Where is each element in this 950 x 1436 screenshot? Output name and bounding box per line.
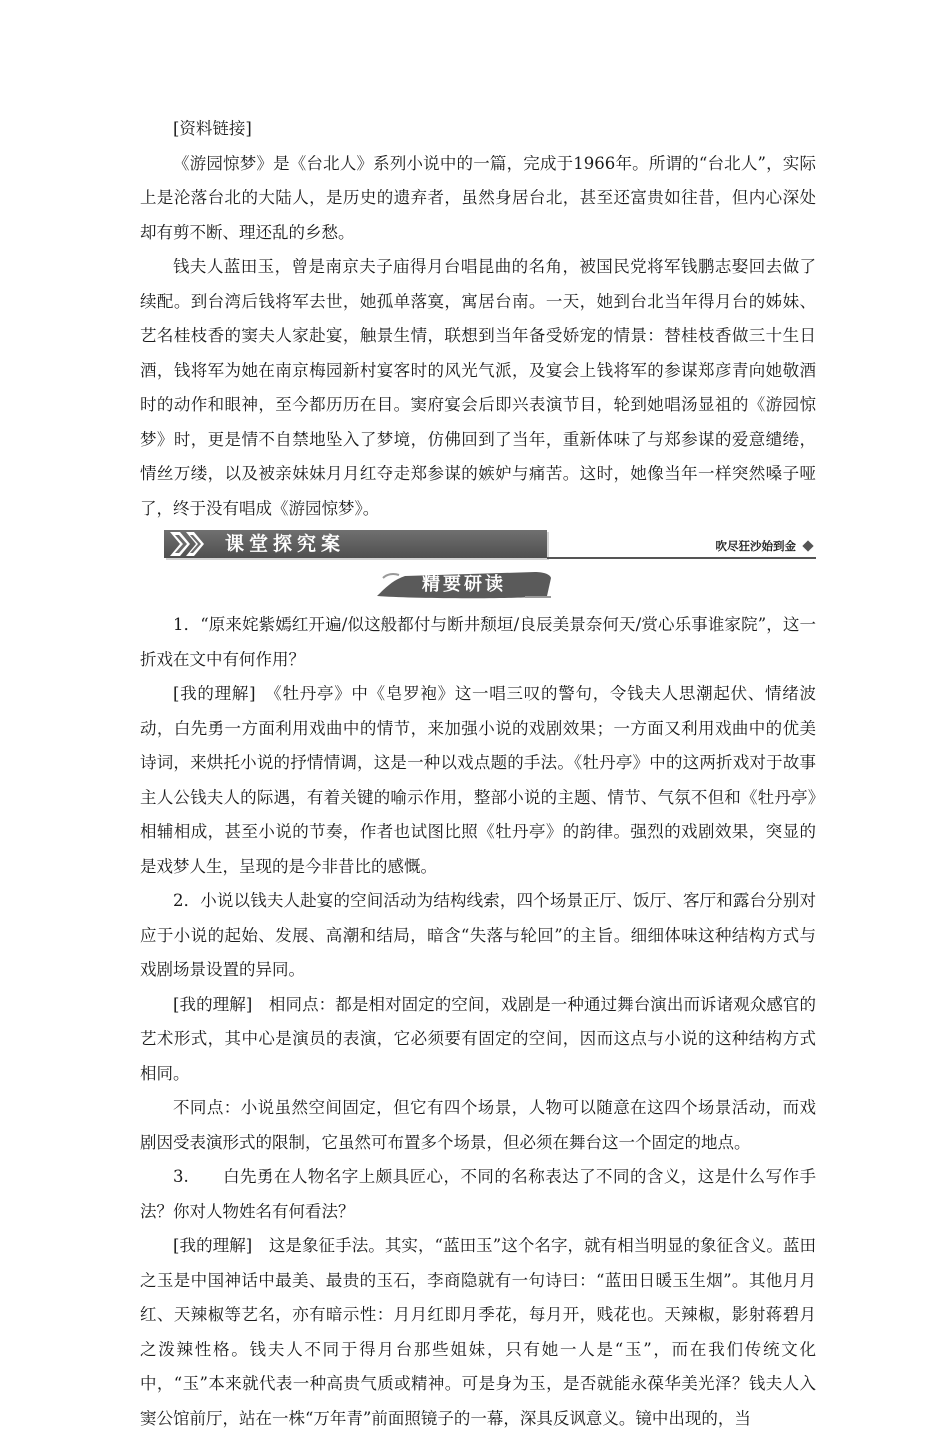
banner-rule xyxy=(547,557,816,559)
subheading-block xyxy=(140,568,816,604)
answer-3: [我的理解] 这是象征手法。其实，“蓝田玉”这个名字，就有相当明显的象征含义。蓝田之玉是中国神话中最美、最贵的玉石，李商隐就有一句诗曰：“蓝田日暖玉生烟”。其他月月红、天辣椒等艺名，亦有暗示性：月月红即月季花，每月开，贱花也。天辣椒，影射蒋碧月之泼辣性格。钱夫人不同于得月台那些姐妹，只有她一人是“玉”，而在我们传统文化中，“玉”本来就代表一种高贵气质或精神。可是身为玉，是否就能永葆华美光泽？钱夫人入窦公馆前厅，站在一株“万年青”前面照镜子的一幕，深具反讽意义。镜中出现的，当 xyxy=(140,1236,816,1428)
question-3: 3. 白先勇在人物名字上颇具匠心，不同的名称表达了不同的含义，这是什么写作手法？你对人物姓名有何看法？ xyxy=(140,1167,816,1221)
answer-1: [我的理解] 《牡丹亭》中《皂罗袍》这一唱三叹的警句，令钱夫人思潮起伏、情绪波动，白先勇一方面利用戏曲中的情节，来加强小说的戏剧效果；一方面又利用戏曲中的优美诗词，来烘托小说的抒情情调，这是一种以戏点题的手法。《牡丹亭》中的这两折戏对于故事主人公钱夫人的际遇，有着关键的喻示作用，整部小说的主题、情节、气氛不但和《牡丹亭》相辅相成，甚至小说的节奏，作者也试图比照《牡丹亭》的韵律。强烈的戏剧效果，突显的是戏梦人生，呈现的是今非昔比的感慨。 xyxy=(140,684,816,876)
double-chevron-icon xyxy=(166,530,206,558)
answer-2-similarities: [我的理解] 相同点：都是相对固定的空间，戏剧是一种通过舞台演出而诉诸观众感官的艺术形式，其中心是演员的表演，它必须要有固定的空间，因而这点与小说的这种结构方式相同。 xyxy=(140,994,816,1083)
answer-2-differences: 不同点：小说虽然空间固定，但它有四个场景，人物可以随意在这四个场景活动，而戏剧因受表演形式的限制，它虽然可布置多个场景，但必须在舞台这一个固定的地点。 xyxy=(140,1098,816,1152)
question-2: 2．小说以钱夫人赴宴的空间活动为结构线索，四个场景正厅、饭厅、客厅和露台分别对应于小说的起始、发展、高潮和结局，暗含“失落与轮回”的主旨。细细体味这种结构方式与戏剧场景设置的异同。 xyxy=(140,891,816,979)
section-banner xyxy=(140,528,816,562)
diamond-icon xyxy=(802,540,813,551)
section-slogan: 吹尽狂沙始到金 xyxy=(715,539,796,553)
question-1: 1．“原来姹紫嫣红开遍/似这般都付与断井颓垣/良辰美景奈何天/赏心乐事谁家院”，这一折戏在文中有何作用？ xyxy=(140,615,816,669)
page-content xyxy=(140,112,816,1436)
section-title: 课堂探究案 xyxy=(225,533,346,555)
resource-heading: [资料链接] xyxy=(173,119,252,138)
resource-paragraph-summary: 钱夫人蓝田玉，曾是南京夫子庙得月台唱昆曲的名角，被国民党将军钱鹏志娶回去做了续配。到台湾后钱将军去世，她孤单落寞，寓居台南。一天，她到台北当年得月台的姊妹、艺名桂枝香的窦夫人家赴宴，触景生情，联想到当年备受娇宠的情景：替桂枝香做三十生日酒，钱将军为她在南京梅园新村宴客时的风光气派，及宴会上钱将军的参谋郑彦青向她敬酒时的动作和眼神，至今都历历在目。窦府宴会后即兴表演节目，轮到她唱汤显祖的《游园惊梦》时，更是情不自禁地坠入了梦境，仿佛回到了当年，重新体味了与郑参谋的爱意缱绻，情丝万缕，以及被亲妹妹月月红夺走郑参谋的嫉妒与痛苦。这时，她像当年一样突然嗓子哑了，终于没有唱成《游园惊梦》。 xyxy=(140,257,816,518)
banner-box xyxy=(164,530,547,558)
resource-paragraph-intro: 《游园惊梦》是《台北人》系列小说中的一篇，完成于1966年。所谓的“台北人”，实际上是沦落台北的大陆人，是历史的遗弃者，虽然身居台北，甚至还富贵如往昔，但内心深处却有剪不断、理还乱的乡愁。 xyxy=(140,153,816,242)
subheading-title: 精要研读 xyxy=(422,574,506,595)
